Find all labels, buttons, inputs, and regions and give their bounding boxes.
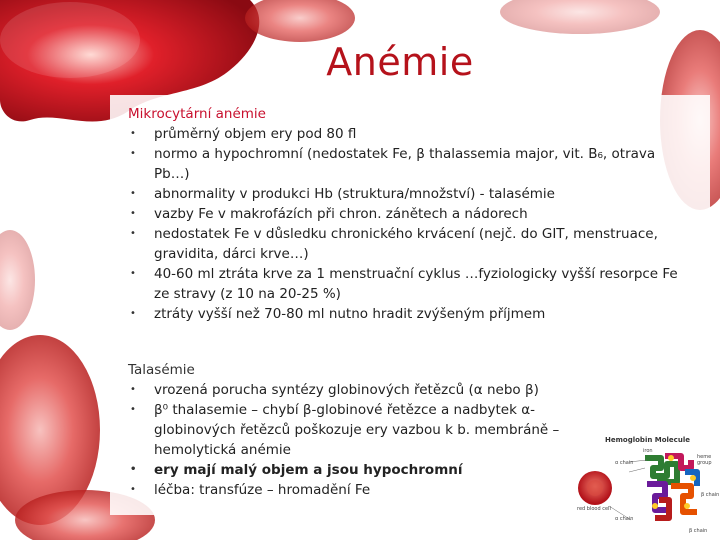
- figure-label: red blood cell: [577, 506, 611, 512]
- hemoglobin-figure: [575, 436, 720, 540]
- list-item: • vrozená porucha syntézy globinových řetězců (α nebo β): [128, 380, 688, 400]
- heme-dot: [668, 455, 674, 461]
- figure-label: iron: [643, 448, 653, 454]
- figure-label: α chain: [615, 516, 634, 522]
- section-spacer: [128, 324, 688, 360]
- figure-title: Hemoglobin Molecule: [605, 436, 690, 444]
- list-item: • normo a hypochromní (nedostatek Fe, β thalassemia major, vit. B₆, otrava Pb…): [128, 144, 688, 184]
- list-item: • vazby Fe v makrofázích při chron. zánětech a nádorech: [128, 204, 688, 224]
- figure-label: α chain: [615, 460, 634, 466]
- blood-cell-shape: [245, 0, 355, 42]
- list-item: • 40-60 ml ztráta krve za 1 menstruační cyklus …fyziologicky vyšší resorpce Fe ze stravy (z 10 na 20-25 %): [128, 264, 688, 304]
- heme-dot: [690, 475, 696, 481]
- list-item: • ery mají malý objem a jsou hypochromní: [128, 460, 688, 480]
- figure-label: heme group: [697, 454, 712, 466]
- blood-cell-shape: [500, 0, 660, 34]
- slide-title: Anémie: [326, 40, 474, 84]
- list-item: • léčba: transfúze – hromadění Fe: [128, 480, 688, 500]
- list-item: • abnormality v produkci Hb (struktura/množství) - talasémie: [128, 184, 688, 204]
- heme-dot: [684, 503, 690, 509]
- figure-label: β chain: [701, 492, 720, 498]
- list-item: • ztráty vyšší než 70-80 ml nutno hradit zvýšeným příjmem: [128, 304, 688, 324]
- hemoglobin-chains-icon: [645, 456, 697, 518]
- section-heading-thalassemia: Talasémie: [128, 362, 195, 378]
- list-item: • β⁰ thalasemie – chybí β-globinové řetězce a nadbytek α- globinových řetězců poškozuje ery vazbou k b. membráně – hemolytická anémie: [128, 400, 688, 460]
- blood-cell-shape: [0, 230, 35, 330]
- list-item: • průměrný objem ery pod 80 fl: [128, 124, 688, 144]
- figure-label: β chain: [689, 528, 708, 534]
- microcytic-list: [128, 124, 688, 324]
- list-item: • nedostatek Fe v důsledku chronického krvácení (nejč. do GIT, menstruace, gravidita, dárci krve…): [128, 224, 688, 264]
- heme-dot: [652, 503, 658, 509]
- section-heading-microcytic: Mikrocytární anémie: [128, 106, 266, 122]
